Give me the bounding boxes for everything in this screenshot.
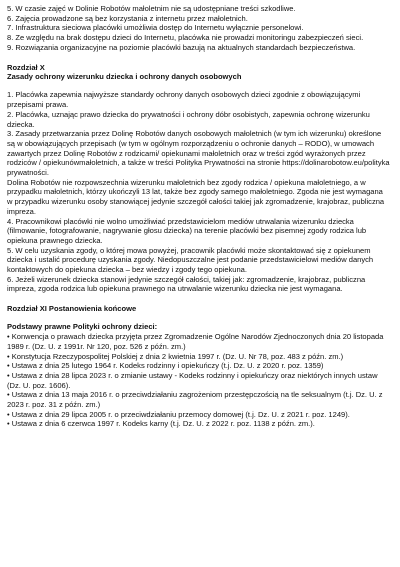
section-x-title: Rozdział X [7,62,45,72]
paragraph: 2. Placówka, uznając prawo dziecka do prywatności i ochrony dóbr osobistych, zapewnia ochronę wizerunku dziecka. [7,109,370,129]
spacer [7,294,390,304]
paragraph: 6. Jeżeli wizerunek dziecka stanowi jedynie szczegół całości, takiej jak: zgromadzenie, krajobraz, publiczna impreza, zgoda rodzica lub opiekuna prawnego na utrwalanie wizerunku dziecka nie jest wymagana. [7,274,366,294]
list-item: 5. W czasie zajęć w Dolinie Robotów małoletnim nie są udostępniane treści szkodliwe. [7,4,296,13]
top-numbered-list [7,4,390,53]
section-xi-subheading: Podstawy prawne Polityki ochrony dzieci: [7,322,158,332]
section-x-subtitle: Zasady ochrony wizerunku dziecka i ochrony danych osobowych [7,72,242,82]
list-item: • Ustawa z dnia 6 czerwca 1997 r. Kodeks karny (t.j. Dz. U. z 2022 r. poz. 1138 z późn. zm.). [7,419,315,429]
paragraph: 1. Placówka zapewnia najwyższe standardy ochrony danych osobowych dzieci zgodnie z obowiązującymi przepisami prawa. [7,90,361,110]
list-item: 6. Zajęcia prowadzone są bez korzystania z internetu przez małoletnich. [7,13,248,23]
list-item: 9. Rozwiązania organizacyjne na poziomie placówki bazują na aktualnych standardach bezpieczeństwa. [7,42,356,52]
spacer [7,82,390,91]
paragraph: 3. Zasady przetwarzania przez Dolinę Robotów danych osobowych małoletnich (w tym ich wizerunku) określone są w obowiązujących przepisach (w tym w ogólnym rozporządzeniu o ochronie danych – RODO), w umowach zawartych przez Dolinę Robotów z rodzicami/ opiekunami małoletnich oraz w treści zgód wyrażonych przez rodziców / opiekunówmałoletnich, a także w treści Polityka Prywatności na stronie https://dolinarobotow.eu/polityka prywatności. [7,129,390,178]
list-item: 7. Infrastruktura sieciowa placówki umożliwia dostęp do Internetu wyłącznie personelowi. [7,23,304,33]
legal-basis-list [7,332,390,429]
list-item: • Ustawa z dnia 25 lutego 1964 r. Kodeks rodzinny i opiekuńczy (t.j. Dz. U. z 2020 r. poz. 1359) [7,361,324,371]
paragraph: 4. Pracownikowi placówki nie wolno umożliwiać przedstawicielom mediów utrwalania wizerunku dziecka (filmowanie, fotografowanie, nagrywanie głosu dziecka) na terenie placówki bez pisemnej zgody rodzica lub opiekuna prawnego dziecka. [7,216,367,245]
list-item: 8. Ze względu na brak dostępu dzieci do Internetu, placówka nie prowadzi monitoringu zabezpieczeń sieci. [7,33,364,43]
list-item: • Konwencja o prawach dziecka przyjęta przez Zgromadzenie Ogólne Narodów Zjednoczonych dnia 20 listopada 1989 r. (Dz. U. z 1991r. Nr 120, poz. 526 z późn. zm.) [7,332,384,351]
paragraph: Dolina Robotów nie rozpowszechnia wizerunku małoletnich bez zgody rodzica / opiekuna małoletniego, a w przypadku małoletnich, którzy ukończyli 13 lat, także bez zgody samego małoletniego. Zgoda nie jest wymagana w przypadku wizerunku osoby stanowiącej jedynie szczegół całości takiej jak zgromadzenie, krajobraz, publiczna impreza. [7,177,385,216]
section-x-body [7,90,390,294]
spacer [7,314,390,323]
list-item: • Ustawa z dnia 13 maja 2016 r. o przeciwdziałaniu zagrożeniom przestępczością na tle seksualnym (t.j. Dz. U. z 2023 r. poz. 31 z późn. zm.) [7,390,383,410]
section-xi-title: Rozdział XI Postanowienia końcowe [7,304,137,314]
list-item: • Ustawa z dnia 28 lipca 2023 r. o zmianie ustawy - Kodeks rodzinny i opiekuńczy oraz niektórych innych ustaw (Dz. U. poz. 1606). [7,370,378,390]
paragraph: 5. W celu uzyskania zgody, o której mowa powyżej, pracownik placówki może skontaktować się z opiekunem dziecka i ustalić procedurę uzyskania zgody. Niedopuszczalne jest podanie przedstawicielowi mediów danych kontaktowych do opiekuna dziecka – bez wiedzy i zgody tego opiekuna. [7,245,374,275]
list-item: • Ustawa z dnia 29 lipca 2005 r. o przeciwdziałaniu przemocy domowej (t.j. Dz. U. z 2021 r. poz. 1249). [7,409,350,419]
list-item: • Konstytucja Rzeczypospolitej Polskiej z dnia 2 kwietnia 1997 r. (Dz. U. Nr 78, poz. 483 z późn. zm.) [7,351,344,361]
spacer [7,53,390,63]
